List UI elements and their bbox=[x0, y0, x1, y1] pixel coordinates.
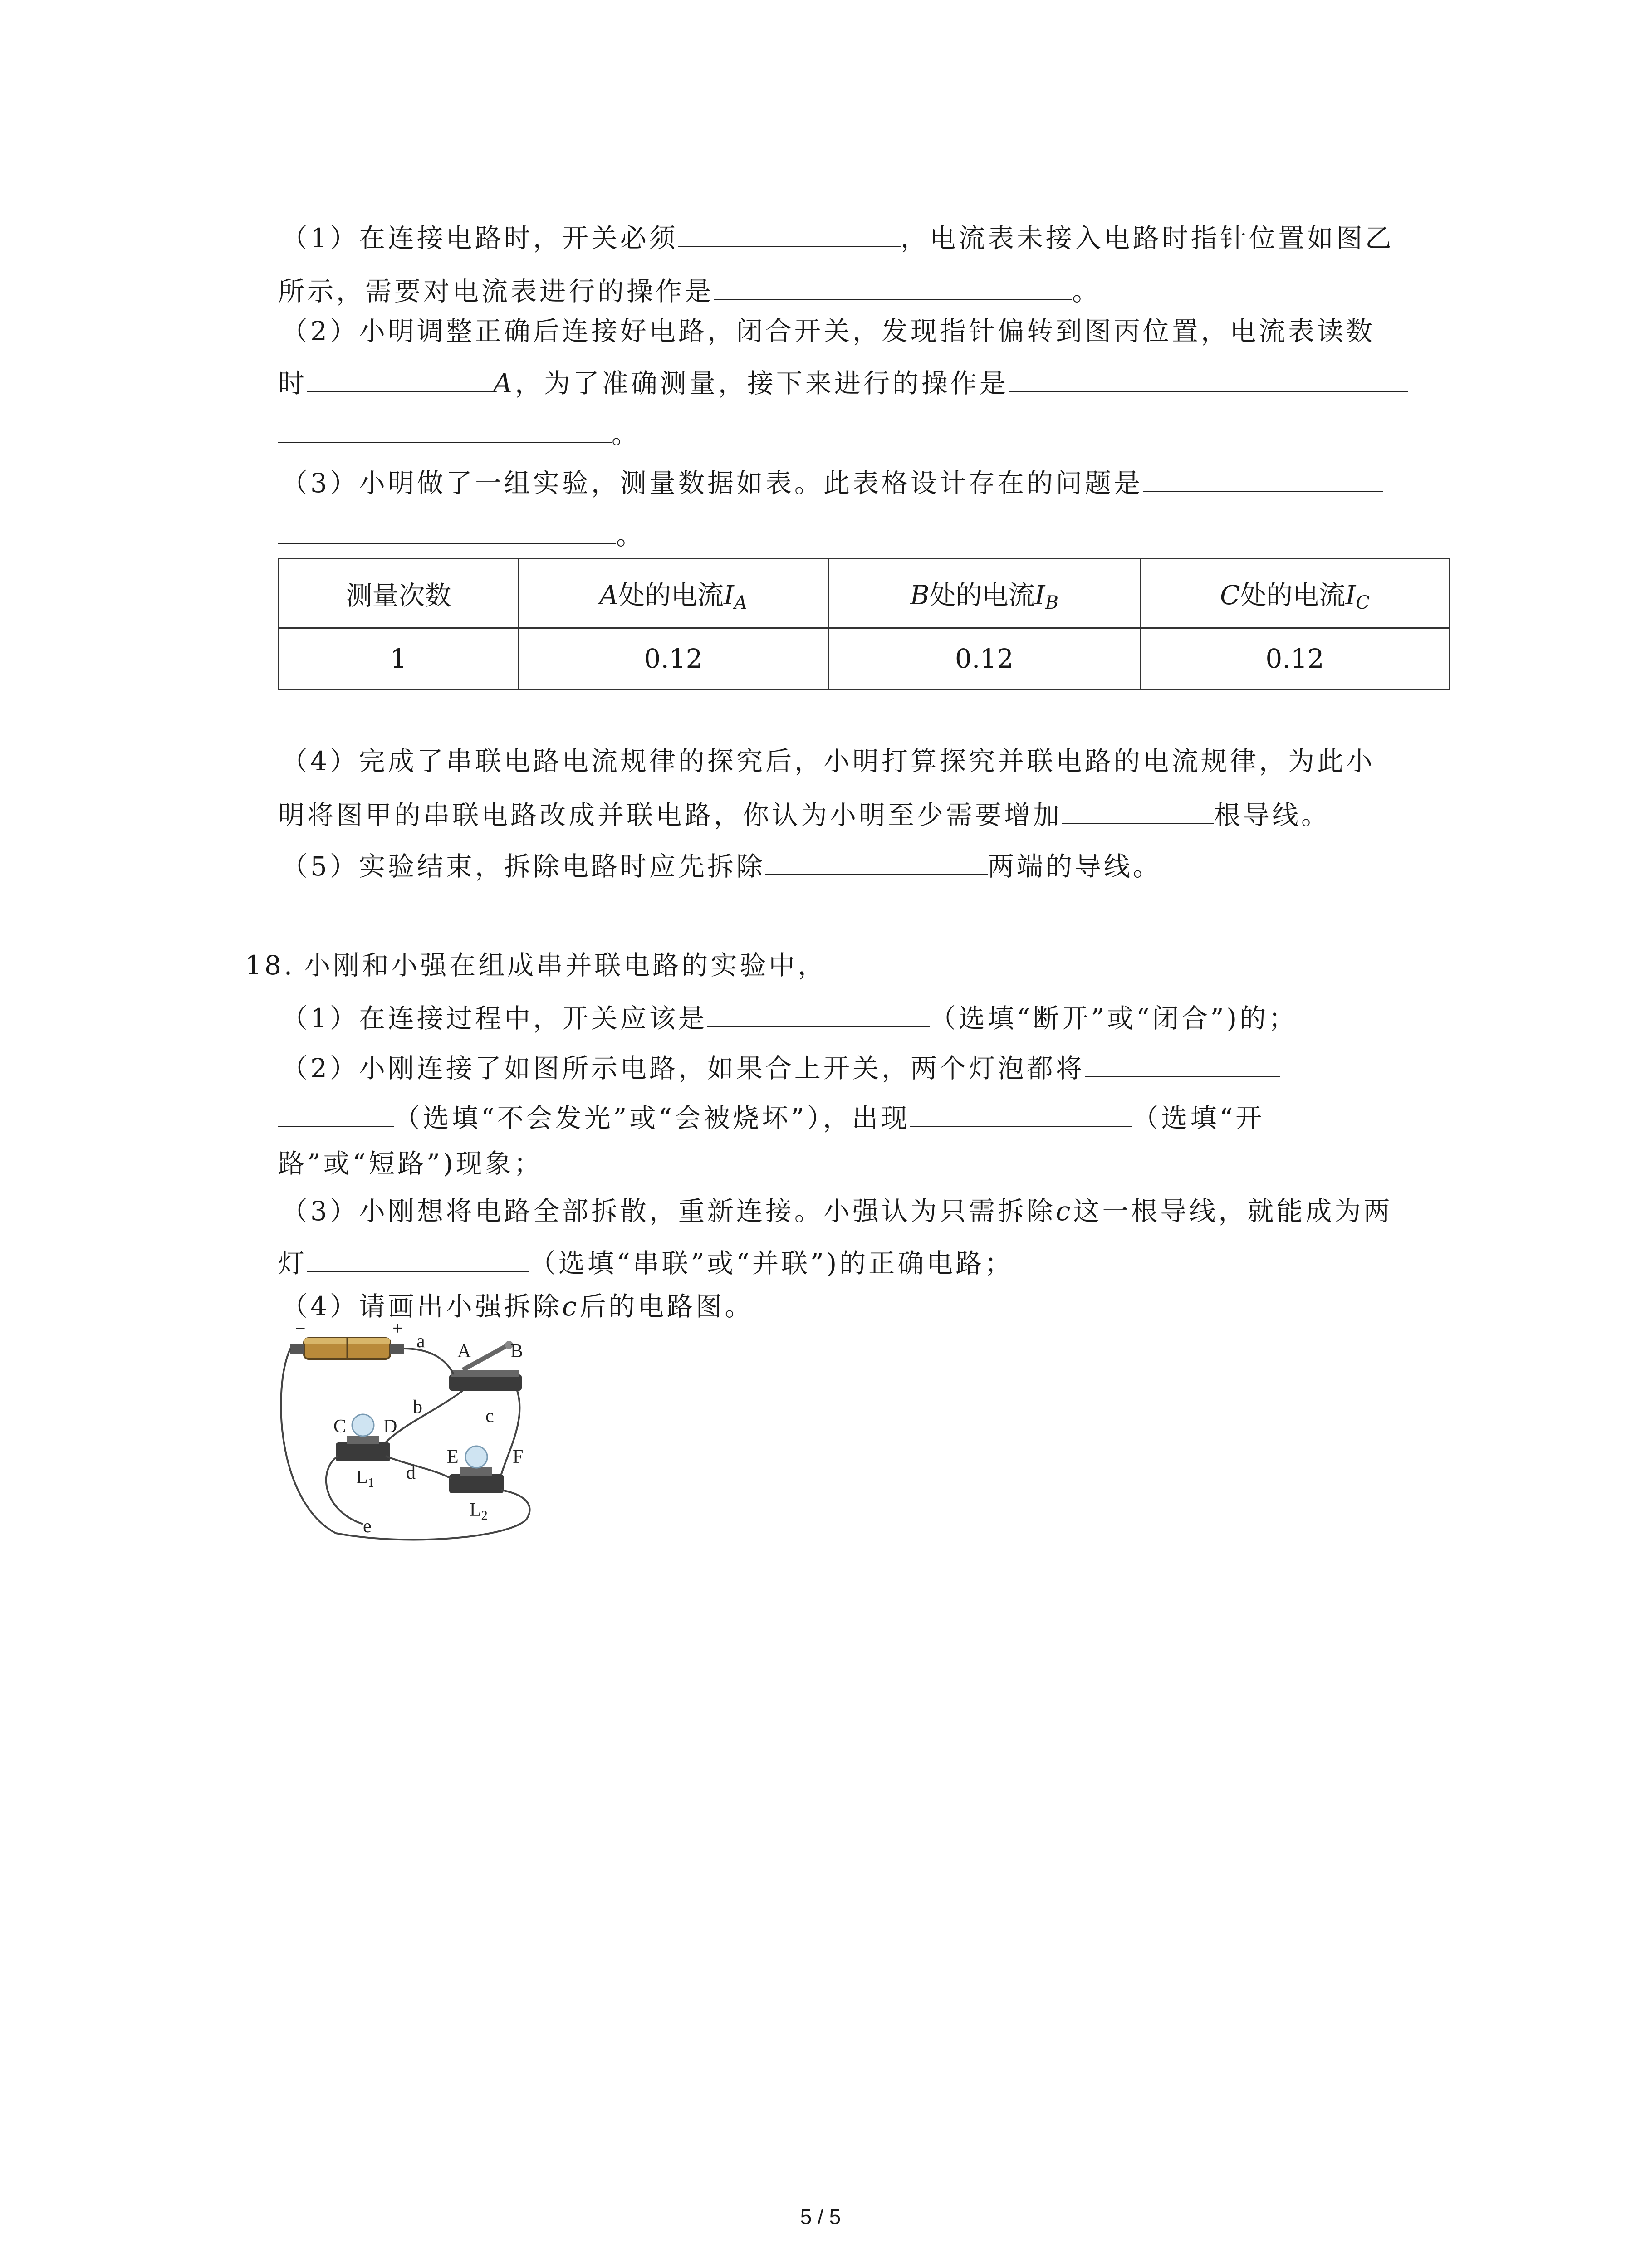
q18-p2-text-b: （选填“不会发光”或“会被烧坏”），出现 bbox=[394, 1103, 910, 1134]
q18-part3-line2 bbox=[278, 1243, 1014, 1281]
q18-part2-line1 bbox=[281, 1048, 1280, 1086]
wire-b bbox=[386, 1391, 463, 1442]
q17-part2-line1 bbox=[281, 313, 1375, 349]
q17-part3-line1 bbox=[281, 463, 1383, 501]
answer-blank-table-problem-1[interactable] bbox=[1143, 463, 1383, 492]
q17-part3-line2 bbox=[278, 515, 645, 553]
q17-p3-text-b: 。 bbox=[616, 520, 646, 551]
q18-p3-text-e: （选填“串联”或“并联”)的正确电路； bbox=[529, 1248, 1014, 1279]
wire-b-label: b bbox=[413, 1397, 422, 1418]
q18-part2-line3 bbox=[278, 1145, 543, 1182]
q17-part2-line2 bbox=[278, 363, 1408, 401]
terminal-d-label: D bbox=[383, 1416, 397, 1437]
q18-part3-line1 bbox=[281, 1193, 1392, 1229]
q18-part2-line2 bbox=[278, 1098, 1264, 1136]
answer-blank-switch-state[interactable] bbox=[678, 218, 901, 247]
q17-p2-text-a: （2）小明调整正确后连接好电路，闭合开关，发现指针偏转到图丙位置，电流表读数 bbox=[281, 316, 1375, 347]
q17-part5-line1 bbox=[281, 846, 1162, 885]
lamp-l1-label: L1 bbox=[356, 1467, 374, 1490]
wire-d-label: d bbox=[406, 1462, 416, 1483]
battery-positive-label: + bbox=[392, 1320, 403, 1339]
q17-p2-text-e: 。 bbox=[612, 419, 641, 450]
q18-p4-text-a: （4）请画出小强拆除 bbox=[281, 1291, 562, 1322]
answer-blank-table-problem-2[interactable] bbox=[278, 515, 616, 544]
q18-p1-text-a: （1）在连接过程中，开关应该是 bbox=[281, 1003, 707, 1034]
q17-p4-text-c: 根导线。 bbox=[1214, 800, 1331, 831]
battery-negative-label: − bbox=[295, 1320, 306, 1339]
q18-p2-text-a: （2）小刚连接了如图所示电路，如果合上开关，两个灯泡都将 bbox=[281, 1053, 1085, 1084]
answer-blank-remove-first[interactable] bbox=[765, 846, 988, 875]
q17-p2-text-d: ，为了准确测量，接下来进行的操作是 bbox=[514, 368, 1009, 399]
wire-e-label: e bbox=[363, 1516, 372, 1537]
wire-c-label-2: c bbox=[562, 1291, 580, 1322]
terminal-a-label: A bbox=[457, 1341, 471, 1362]
lamp-l2-label: L2 bbox=[470, 1500, 488, 1523]
q18-stem bbox=[245, 947, 827, 983]
answer-blank-next-operation-1[interactable] bbox=[1009, 363, 1408, 392]
table-cell-current-a: 0.12 bbox=[519, 628, 828, 689]
wire-l1-left bbox=[326, 1456, 363, 1524]
q17-p4-text-b: 明将图甲的串联电路改成并联电路，你认为小明至少需要增加 bbox=[278, 800, 1063, 831]
answer-blank-extra-wires[interactable] bbox=[1062, 795, 1214, 824]
wire-d bbox=[386, 1456, 451, 1479]
table-header-current-a: A处的电流$I_A$ bbox=[519, 559, 828, 628]
q18-p2-text-c: （选填“开 bbox=[1132, 1103, 1265, 1134]
table-cell-current-c: 0.12 bbox=[1141, 628, 1450, 689]
answer-blank-bulb-state-1[interactable] bbox=[1085, 1048, 1280, 1077]
measurement-table bbox=[278, 558, 1450, 690]
answer-blank-ammeter-operation[interactable] bbox=[714, 271, 1072, 300]
q18-part1 bbox=[281, 998, 1298, 1036]
answer-blank-circuit-phenomenon[interactable] bbox=[910, 1098, 1132, 1127]
q18-p2-text-d: 路”或“短路”)现象； bbox=[278, 1148, 543, 1179]
question-number: 18. bbox=[245, 950, 295, 981]
table-header-count: 测量次数 bbox=[279, 559, 519, 628]
q18-p3-text-d: 灯 bbox=[278, 1248, 308, 1279]
unit-ampere: A bbox=[493, 368, 515, 399]
answer-blank-bulb-state-2[interactable] bbox=[278, 1098, 394, 1127]
table-row bbox=[279, 628, 1450, 689]
terminal-e-label: E bbox=[447, 1447, 459, 1467]
wire-c-circuit-label: c bbox=[485, 1406, 494, 1427]
q17-p1-text-b: ，电流表未接入电路时指针位置如图乙 bbox=[900, 223, 1394, 254]
q17-p3-text-a: （3）小明做了一组实验，测量数据如表。此表格设计存在的问题是 bbox=[281, 468, 1143, 499]
answer-blank-ammeter-reading[interactable] bbox=[307, 363, 493, 392]
terminal-b-label: B bbox=[510, 1341, 524, 1362]
answer-blank-switch-state-q18[interactable] bbox=[707, 998, 930, 1027]
q18-p4-text-c: 后的电路图。 bbox=[579, 1291, 754, 1322]
battery bbox=[290, 1338, 404, 1359]
q17-part1-line1 bbox=[281, 218, 1394, 256]
q18-stem-text: 小刚和小强在组成串并联电路的实验中， bbox=[304, 950, 827, 981]
wire-c-label: c bbox=[1055, 1196, 1073, 1227]
q18-p3-text-a: （3）小刚想将电路全部拆散，重新连接。小强认为只需拆除 bbox=[281, 1196, 1056, 1227]
table-cell-current-b: 0.12 bbox=[828, 628, 1141, 689]
terminal-c-label: C bbox=[333, 1416, 347, 1437]
table-header-current-b: B处的电流$I_B$ bbox=[828, 559, 1141, 628]
q17-part4-line1 bbox=[281, 743, 1375, 779]
q17-p5-text-a: （5）实验结束，拆除电路时应先拆除 bbox=[281, 851, 765, 882]
terminal-f-label: F bbox=[513, 1447, 524, 1467]
q17-p2-text-b: 时 bbox=[278, 368, 308, 399]
q17-p4-text-a: （4）完成了串联电路电流规律的探究后，小明打算探究并联电路的电流规律，为此小 bbox=[281, 746, 1375, 777]
wire-a-label: a bbox=[416, 1331, 425, 1352]
table-header-current-c: C处的电流$I_C$ bbox=[1141, 559, 1450, 628]
q18-p3-text-c: 这一根导线，就能成为两 bbox=[1073, 1196, 1393, 1227]
q17-p1-text-a: （1）在连接电路时，开关必须 bbox=[281, 223, 678, 254]
circuit-figure bbox=[272, 1320, 563, 1556]
q17-p5-text-b: 两端的导线。 bbox=[987, 851, 1162, 882]
page-number: 5 / 5 bbox=[800, 2205, 841, 2229]
q17-p1-text-d: 。 bbox=[1072, 276, 1102, 307]
table-cell-count: 1 bbox=[279, 628, 519, 689]
q17-part1-line2 bbox=[278, 271, 1101, 309]
q17-p1-text-c: 所示，需要对电流表进行的操作是 bbox=[278, 276, 714, 307]
q18-p1-text-b: （选填“断开”或“闭合”)的； bbox=[929, 1003, 1298, 1034]
table-header-row bbox=[279, 559, 1450, 628]
answer-blank-connection-type[interactable] bbox=[307, 1243, 529, 1272]
wire-a bbox=[404, 1349, 454, 1374]
answer-blank-next-operation-2[interactable] bbox=[278, 414, 612, 443]
q17-part4-line2 bbox=[278, 795, 1330, 833]
q17-part2-line3 bbox=[278, 414, 641, 452]
q18-part4 bbox=[281, 1288, 754, 1325]
